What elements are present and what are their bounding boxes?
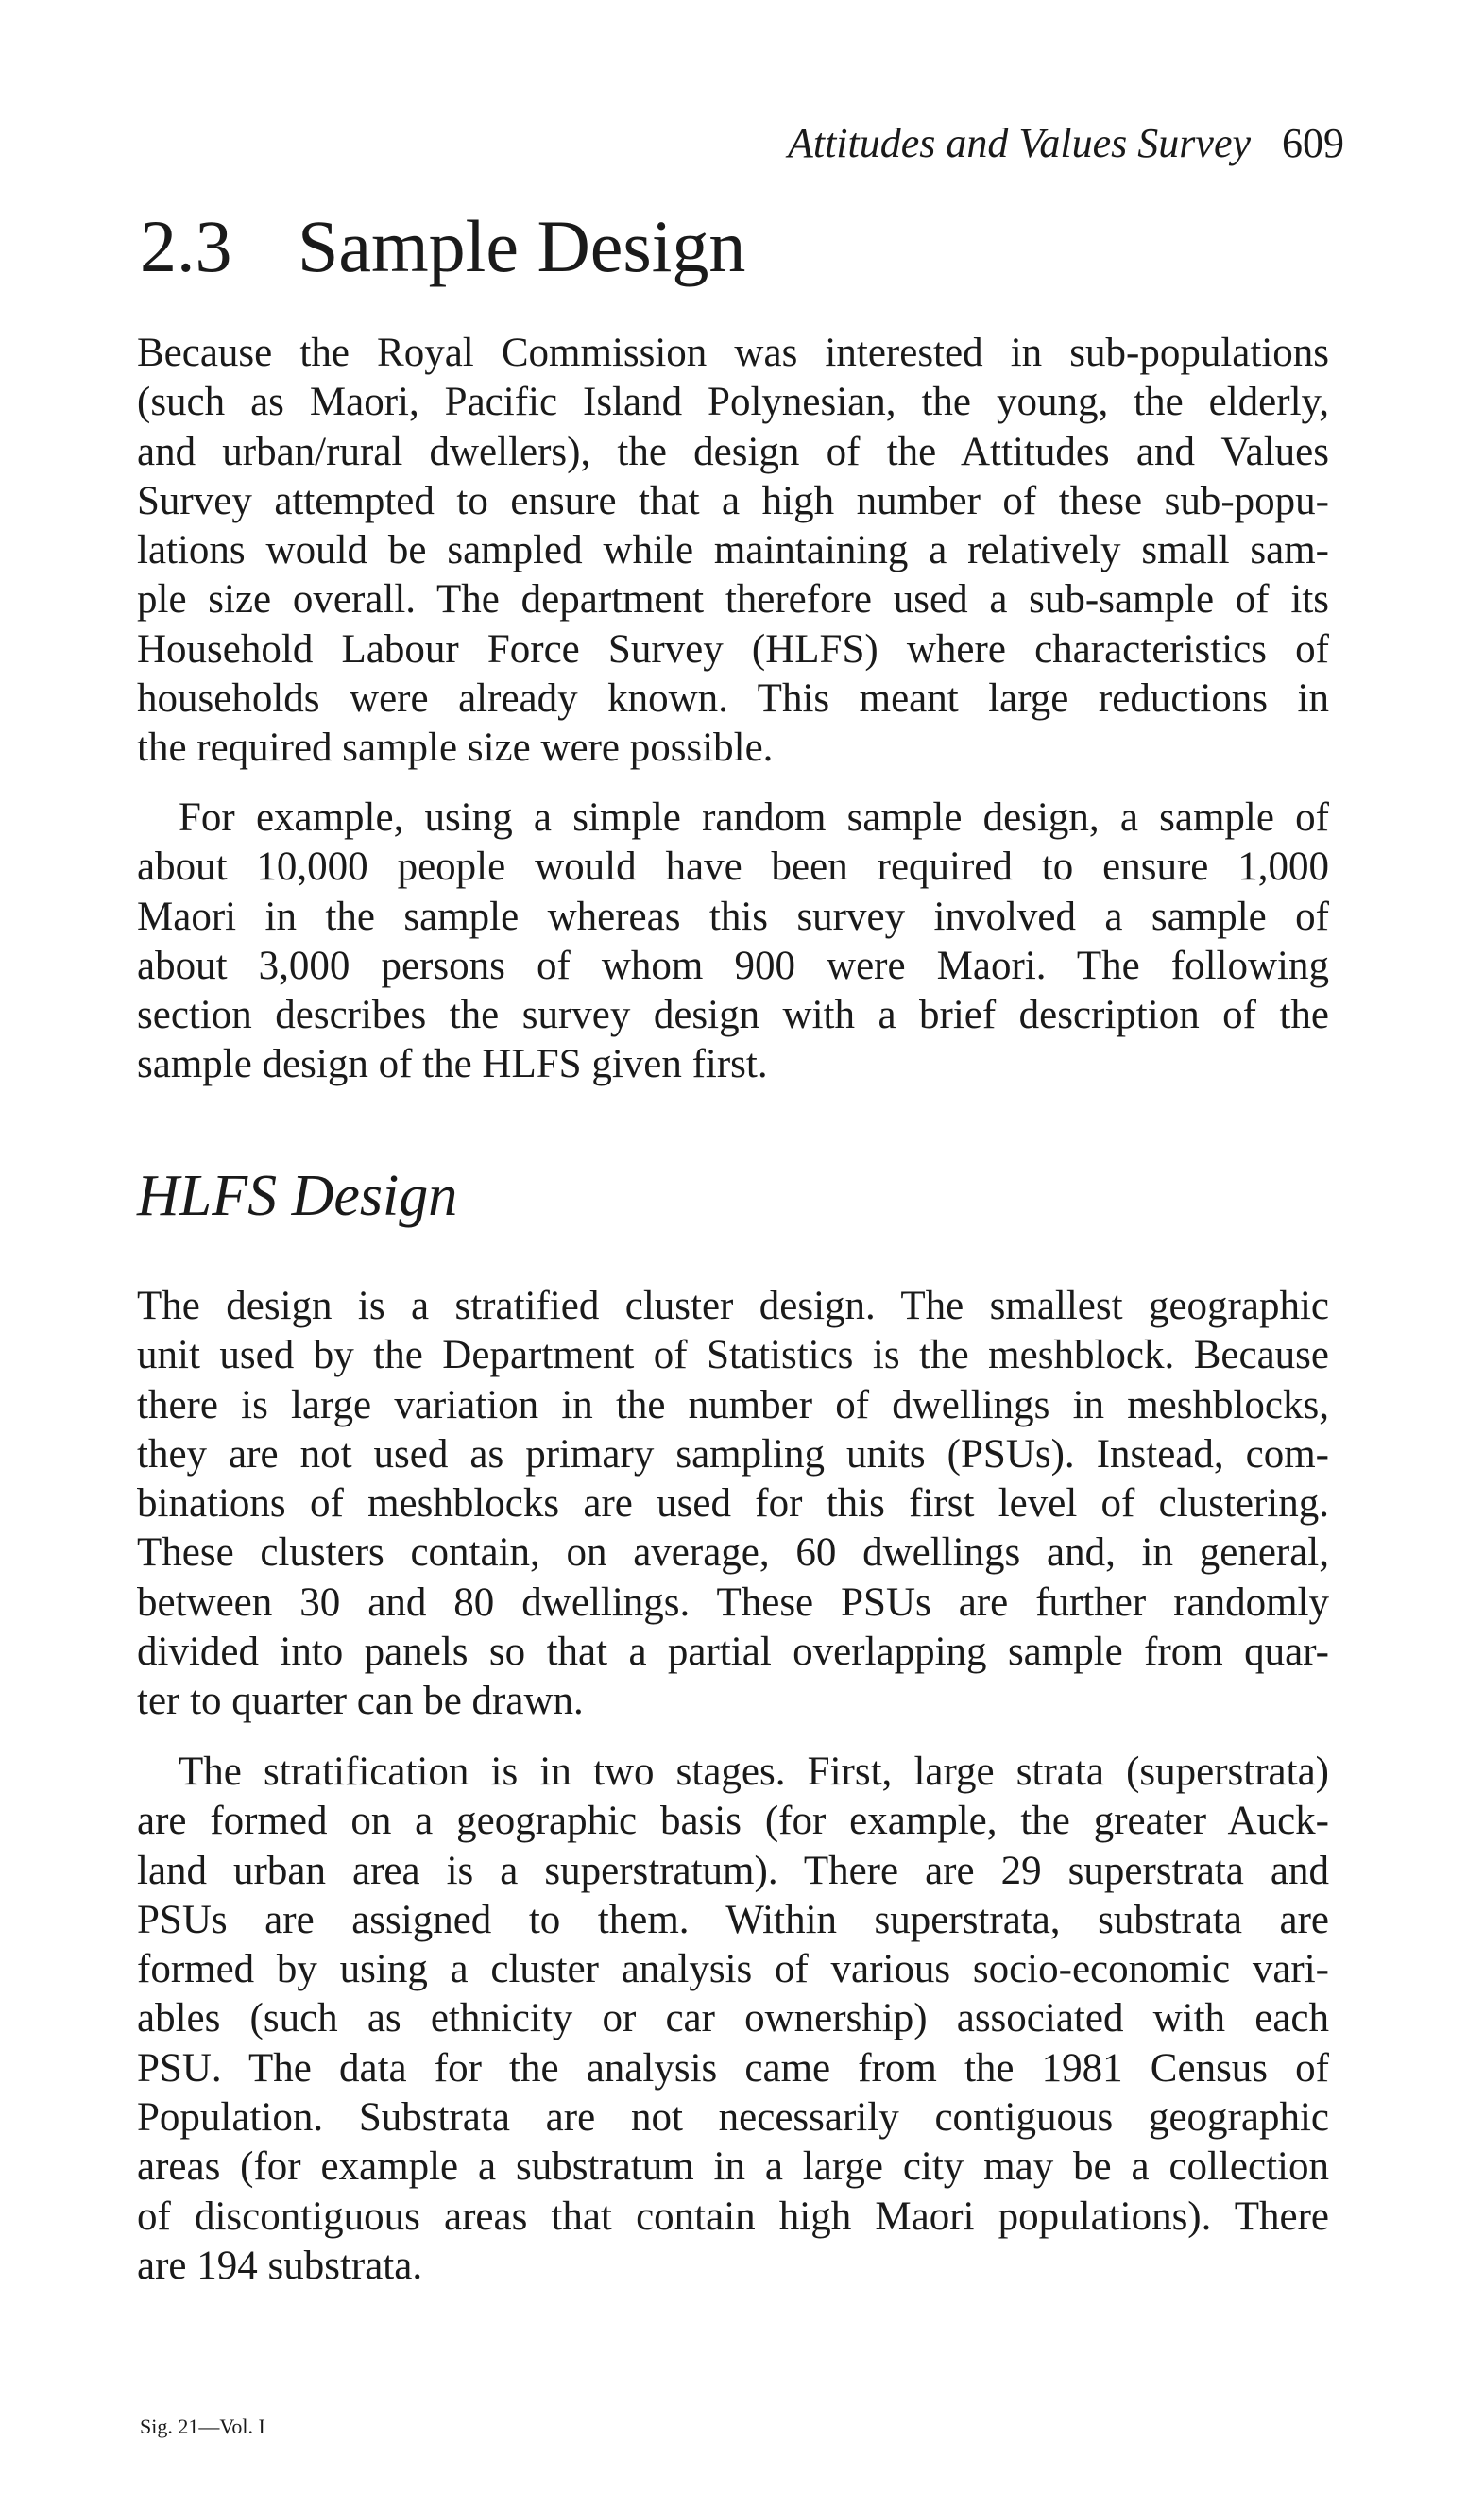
subsection-title: HLFS Design <box>137 1164 458 1228</box>
paragraph-line: are 194 substrata. <box>137 2243 423 2288</box>
running-head <box>787 120 1344 166</box>
paragraph-line: land urban area is a superstratum). There are 29 superstrata and <box>137 1848 1329 1893</box>
paragraph-line: households were already known. This meant large reductions in <box>137 676 1329 722</box>
paragraph-2 <box>137 794 1329 1090</box>
paragraph-line: ables (such as ethnicity or car ownership) associated with each <box>137 1996 1329 2041</box>
paragraph-line: Because the Royal Commission was interested in sub-populations <box>137 331 1329 375</box>
paragraph-4 <box>137 1748 1329 2291</box>
running-head-title: Attitudes and Values Survey <box>787 120 1251 166</box>
paragraph-line: These clusters contain, on average, 60 dwellings and, in general, <box>137 1530 1329 1576</box>
section-number: 2.3 <box>140 205 232 287</box>
paragraph-line: areas (for example a substratum in a large city may be a collection <box>137 2144 1329 2190</box>
paragraph-line: there is large variation in the number of dwellings in meshblocks, <box>137 1382 1329 1427</box>
paragraph-line: unit used by the Department of Statistics is the meshblock. Because <box>137 1333 1329 1378</box>
paragraph-line: and urban/rural dwellers), the design of the Attitudes and Values <box>137 429 1329 474</box>
paragraph-line: the required sample size were possible. <box>137 726 774 771</box>
paragraph-line: about 10,000 people would have been required to ensure 1,000 <box>137 845 1329 890</box>
paragraph-line: Maori in the sample whereas this survey involved a sample of <box>137 894 1329 939</box>
page-number: 609 <box>1282 120 1344 166</box>
signature-mark: Sig. 21—Vol. I <box>140 2415 265 2438</box>
section-title: Sample Design <box>298 205 746 287</box>
paragraph-line: about 3,000 persons of whom 900 were Maori. The following <box>137 943 1329 988</box>
paragraph-line: PSUs are assigned to them. Within superstrata, substrata are <box>137 1897 1329 1942</box>
paragraph-line: For example, using a simple random sample design, a sample of <box>179 795 1329 840</box>
paragraph-line: sample design of the HLFS given first. <box>137 1042 768 1087</box>
paragraph-line: formed by using a cluster analysis of various socio-economic vari- <box>137 1947 1329 1992</box>
paragraph-line: Population. Substrata are not necessarily contiguous geographic <box>137 2095 1329 2141</box>
paragraph-line: are formed on a geographic basis (for example, the greater Auck- <box>137 1799 1329 1844</box>
paragraph-line: PSU. The data for the analysis came from the 1981 Census of <box>137 2045 1329 2091</box>
paragraph-3 <box>137 1282 1329 1727</box>
paragraph-line: ple size overall. The department therefore used a sub-sample of its <box>137 577 1329 623</box>
paragraph-line: between 30 and 80 dwellings. These PSUs are further randomly <box>137 1579 1329 1625</box>
paragraph-line: lations would be sampled while maintaining a relatively small sam- <box>137 528 1329 573</box>
paragraph-line: divided into panels so that a partial overlapping sample from quar- <box>137 1630 1329 1675</box>
section-heading <box>140 205 746 287</box>
paragraph-line: The design is a stratified cluster design. The smallest geographic <box>137 1284 1329 1328</box>
paragraph-1 <box>137 329 1329 774</box>
paragraph-line: (such as Maori, Pacific Island Polynesian, the young, the elderly, <box>137 380 1329 425</box>
paragraph-line: Household Labour Force Survey (HLFS) where characteristics of <box>137 626 1329 672</box>
paragraph-line: Survey attempted to ensure that a high number of these sub-popu- <box>137 478 1329 523</box>
paragraph-line: they are not used as primary sampling units (PSUs). Instead, com- <box>137 1431 1329 1477</box>
paragraph-line: section describes the survey design with a brief description of the <box>137 993 1329 1038</box>
paragraph-line: of discontiguous areas that contain high Maori populations). There <box>137 2194 1329 2239</box>
paragraph-line: binations of meshblocks are used for this first level of clustering. <box>137 1481 1329 1527</box>
paragraph-line: ter to quarter can be drawn. <box>137 1679 584 1724</box>
paragraph-line: The stratification is in two stages. First, large strata (superstrata) <box>179 1750 1329 1794</box>
